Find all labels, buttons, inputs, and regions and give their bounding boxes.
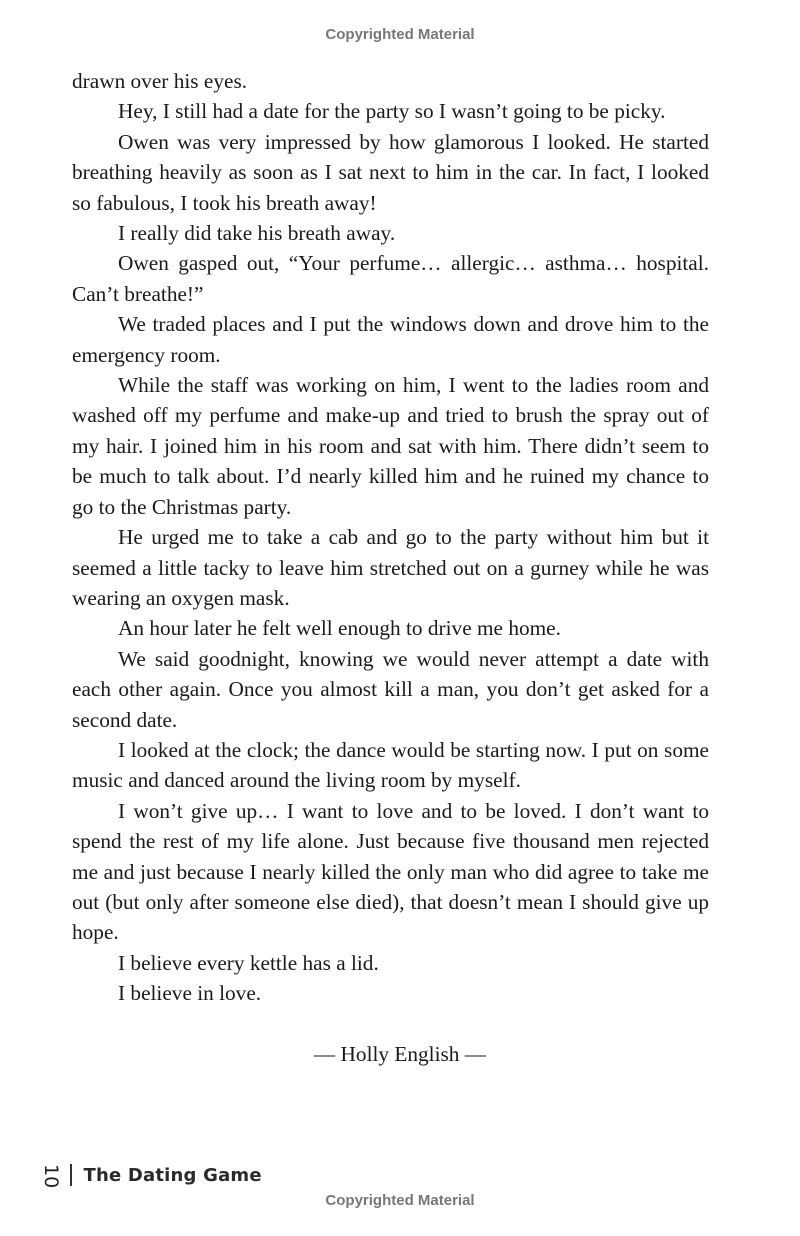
paragraph: I believe in love. — [118, 981, 262, 1006]
copyright-watermark-bottom: Copyrighted Material — [325, 1192, 475, 1209]
page-footer — [40, 1160, 262, 1190]
paragraph: Owen was very impressed by how glamorous I looked. He started breathing heavily as soon as I sat next to him in the car. In fact, I looked so fabulous, I took his breath away! — [72, 129, 709, 215]
footer-divider — [70, 1164, 72, 1186]
paragraph: We said goodnight, knowing we would never attempt a date with each other again. Once you almost kill a man, you don’t get asked for a second date. — [72, 646, 709, 732]
author-signature: — Holly English — — [313, 1042, 487, 1066]
copyright-watermark-top: Copyrighted Material — [325, 26, 475, 43]
paragraph: While the staff was working on him, I went to the ladies room and washed off my perfume and make-up and tried to brush the spray out of my hair. I joined him in his room and sat with him. There didn’t seem to be much to talk about. I’d nearly killed him and he ruined my chance to go to the Christmas party. — [72, 373, 709, 519]
book-title: The Dating Game — [83, 1164, 262, 1186]
paragraph: I really did take his breath away. — [118, 221, 396, 246]
paragraph: Hey, I still had a date for the party so I wasn’t going to be picky. — [118, 99, 666, 124]
body-text — [72, 66, 709, 1009]
paragraph: Owen gasped out, “Your perfume… allergic… asthma… hospital. Can’t breathe!” — [72, 251, 709, 306]
paragraph: I looked at the clock; the dance would be starting now. I put on some music and danced around the living room by myself. — [72, 737, 709, 793]
paragraph: He urged me to take a cab and go to the party without him but it seemed a little tacky to leave him stretched out on a gurney while he was wearing an oxygen mask. — [72, 525, 709, 610]
paragraph: I believe every kettle has a lid. — [118, 950, 379, 975]
paragraph: An hour later he felt well enough to drive me home. — [118, 616, 561, 641]
page-number: 10 — [40, 1164, 62, 1189]
paragraph: We traded places and I put the windows down and drove him to the emergency room. — [72, 312, 709, 367]
paragraph: I won’t give up… I want to love and to be loved. I don’t want to spend the rest of my life alone. Just because five thousand men rejected me and just because I nearly killed the only man who did agree to take me out (but only after someone else died), that doesn’t mean I should give up hope. — [72, 798, 709, 945]
paragraph: drawn over his eyes. — [72, 69, 248, 93]
